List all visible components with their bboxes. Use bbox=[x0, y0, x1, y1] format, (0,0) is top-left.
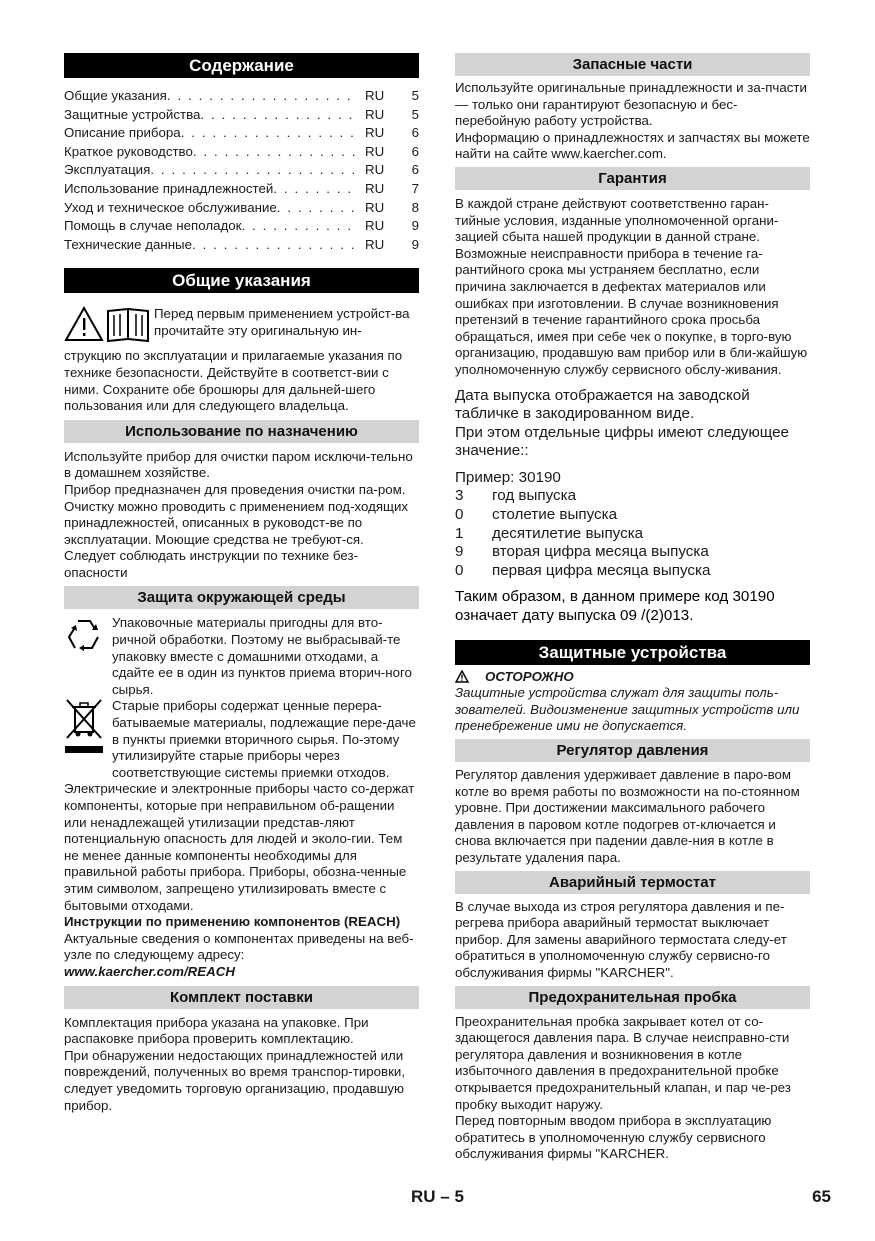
general-intro-part1: Перед первым применением устройст-ва прочитайте эту оригинальную ин- bbox=[154, 306, 410, 338]
toc-title: Описание прибора bbox=[64, 125, 181, 141]
legend-digit: 1 bbox=[455, 524, 464, 542]
toc-title: Использование принадлежностей bbox=[64, 180, 274, 196]
footer-section-label: RU – 5 bbox=[411, 1187, 464, 1206]
toc-lang: RU bbox=[365, 180, 385, 196]
toc-title: Уход и техническое обслуживание bbox=[64, 199, 277, 215]
right-column bbox=[455, 53, 810, 1163]
warning-manual-icon bbox=[64, 305, 150, 343]
reach-text: Актуальные сведения о компонентах приведены на веб-узле по следующему адресу: bbox=[64, 930, 414, 963]
toc-page: 6 bbox=[411, 125, 419, 141]
legend-row bbox=[455, 543, 810, 562]
example-label: Пример: 30190 bbox=[455, 468, 561, 486]
legend-meaning: столетие выпуска bbox=[492, 506, 618, 524]
legend-meaning: год выпуска bbox=[492, 487, 577, 505]
safety-plug-heading: Предохранительная пробка bbox=[455, 986, 810, 1009]
warranty-heading: Гарантия bbox=[455, 167, 810, 190]
delivery-heading: Комплект поставки bbox=[64, 986, 419, 1009]
safety-heading: Защитные устройства bbox=[455, 640, 810, 665]
caution-label: ОСТОРОЖНО bbox=[485, 668, 574, 684]
toc-page: 9 bbox=[411, 236, 419, 252]
intended-use-p1: Используйте прибор для очистки паром исключи-тельно в домашнем хозяйстве. bbox=[64, 448, 413, 481]
contents-heading: Содержание bbox=[64, 53, 419, 78]
legend-row bbox=[455, 562, 810, 581]
general-heading: Общие указания bbox=[64, 268, 419, 293]
caution-text: Защитные устройства служат для защиты поль-зователей. Видоизменение защитных устройств или пренебрежение ими не допускается. bbox=[455, 685, 800, 734]
toc-title: Защитные устройства bbox=[64, 106, 201, 122]
thermostat-heading: Аварийный термостат bbox=[455, 871, 810, 894]
toc-lang: RU bbox=[365, 143, 385, 159]
reach-link[interactable]: www.kaercher.com/REACH bbox=[64, 963, 235, 979]
delivery-p2: При обнаружении недостающих принадлежностей или повреждений, полученных во время транспор-тировки, следует уведомить торговую организацию, продавшую прибор. bbox=[64, 1047, 406, 1113]
electric-paragraph: Электрические и электронные приборы часто со-держат компоненты, которые при неправильном об-ращении или ненадлежащей утилизации представ-ляют потенциальную опасность для людей и эколо-гии. Тем не менее данные компоненты необходимы для правильной работы прибора. Приборы, обозна-ченные этим символом, запрещено утилизировать вместе с бытовыми отходами. bbox=[64, 781, 415, 913]
toc-title: Общие указания bbox=[64, 88, 167, 103]
toc-page: 9 bbox=[411, 218, 419, 234]
toc-lang: RU bbox=[365, 236, 385, 252]
recycle-text: Упаковочные материалы пригодны для вто-ричной обработки. Поэтому не выбрасывай-те упаковку вместе с домашними отходами, а сдайте ее в один из пунктов приема вторич-ного сырья. bbox=[112, 615, 412, 697]
toc-lang: RU bbox=[365, 162, 385, 178]
legend-meaning: десятилетие выпуска bbox=[492, 524, 644, 542]
caution-icon bbox=[455, 670, 469, 683]
recycle-icon bbox=[64, 615, 104, 655]
toc-page: 6 bbox=[411, 143, 419, 159]
toc-title: Технические данные bbox=[64, 236, 192, 252]
general-intro-part2: струкцию по эксплуатации и прилагаемые указания по технике безопасности. Действуйте в соответст-вии с ними. Сохраните обе брошюры для дальней-шего пользования или для следующего владельца. bbox=[64, 348, 403, 414]
legend-meaning: вторая цифра месяца выпуска bbox=[492, 543, 709, 561]
toc-row[interactable] bbox=[64, 143, 419, 162]
toc-title: Эксплуатация bbox=[64, 162, 151, 178]
legend-digit: 0 bbox=[455, 561, 464, 579]
legend-digit: 0 bbox=[455, 506, 464, 524]
toc-page: 6 bbox=[411, 162, 419, 178]
legend-meaning: первая цифра месяца выпуска bbox=[492, 561, 711, 579]
weee-text: Старые приборы содержат ценные перера-батываемые материалы, подлежащие пере-даче в пункты приемки вторичного сырья. По-этому утилизируйте старые приборы через соответствующие системы приемки отходов. bbox=[112, 698, 416, 780]
legend-digit: 3 bbox=[455, 487, 464, 505]
date-p1: Дата выпуска отображается на заводской табличке в закодированном виде. bbox=[455, 386, 750, 423]
toc-row[interactable] bbox=[64, 217, 419, 236]
toc-lang: RU bbox=[365, 199, 385, 215]
toc-page: 7 bbox=[411, 180, 419, 196]
toc-row[interactable] bbox=[64, 236, 419, 255]
safety-plug-p1: Преохранительная пробка закрывает котел от со-здающегося давления пара. В случае неисправно-сти регулятора давления и возникновения в котле избыточного давления в предохранительной пробке открывается предохранительный клапан, и пар че-рез пробку выходит наружу. bbox=[455, 1013, 791, 1112]
intended-use-p2: Прибор предназначен для проведения очистки па-ром. Очистку можно проводить с применением под-ходящих принадлежностей, описанных в руководст-ве по эксплуатации. Моющие средства не требуют-ся. Следует соблюдать инструкции по технике без-опасности bbox=[64, 481, 409, 580]
general-intro bbox=[64, 305, 419, 414]
date-code-legend bbox=[455, 487, 810, 580]
table-of-contents bbox=[64, 87, 419, 254]
pressure-regulator-text: Регулятор давления удерживает давление в паро-вом котле во время работы по возможности на по-стоянном уровне. При достижении максимального рабочего давления в паровом котле подогрев от-ключается и снова включается при падении давле-ния в котле в результате удаления пара. bbox=[455, 767, 800, 865]
toc-row[interactable] bbox=[64, 199, 419, 218]
pressure-regulator-heading: Регулятор давления bbox=[455, 739, 810, 762]
toc-row[interactable] bbox=[64, 180, 419, 199]
toc-row[interactable] bbox=[64, 106, 419, 125]
legend-row bbox=[455, 487, 810, 506]
toc-title: Помощь в случае неполадок bbox=[64, 218, 242, 234]
toc-row[interactable] bbox=[64, 124, 419, 143]
legend-digit: 9 bbox=[455, 543, 464, 561]
legend-row bbox=[455, 506, 810, 525]
spare-parts-heading: Запасные части bbox=[455, 53, 810, 76]
environment-heading: Защита окружающей среды bbox=[64, 586, 419, 609]
date-p2: При этом отдельные цифры имеют следующее значение:: bbox=[455, 423, 789, 460]
toc-lang: RU bbox=[365, 218, 385, 234]
toc-lang: RU bbox=[365, 88, 385, 103]
toc-lang: RU bbox=[365, 125, 385, 141]
toc-title: Краткое руководство bbox=[64, 143, 193, 159]
toc-page: 5 bbox=[411, 88, 419, 103]
left-column bbox=[64, 53, 419, 1114]
date-conclusion: Таким образом, в данном примере код 30190 означает дату выпуска 09 /(2)013. bbox=[455, 588, 775, 625]
spare-parts-p1: Используйте оригинальные принадлежности и за-пчасти — только они гарантируют безопасную и бес-перебойную работу устройства. bbox=[455, 80, 807, 129]
toc-page: 8 bbox=[411, 199, 419, 215]
intended-use-heading: Использование по назначению bbox=[64, 420, 419, 443]
delivery-p1: Комплектация прибора указана на упаковке. При распаковке прибора проверить комплектацию. bbox=[64, 1014, 369, 1047]
crossed-bin-icon bbox=[64, 698, 104, 758]
legend-row bbox=[455, 525, 810, 544]
toc-lang: RU bbox=[365, 106, 385, 122]
toc-row[interactable] bbox=[64, 87, 419, 106]
safety-plug-p2: Перед повторным вводом прибора в эксплуатацию обратитесь в уполномоченную службу сервисного обслуживания фирмы "KARCHER. bbox=[455, 1113, 772, 1162]
spare-parts-p2: Информацию о принадлежностях и запчастях вы можете найти на сайте www.kaercher.com. bbox=[455, 129, 810, 162]
toc-row[interactable] bbox=[64, 161, 419, 180]
reach-heading: Инструкции по применению компонентов (REACH) bbox=[64, 914, 401, 930]
thermostat-text: В случае выхода из строя регулятора давления и пе-регрева прибора аварийный термостат выключает прибор. Для замены аварийного термостата следу-ет обратиться в уполномоченную службу сервисно-го обслуживания фирмы "KARCHER". bbox=[455, 898, 787, 980]
caution-line bbox=[455, 669, 810, 686]
toc-page: 5 bbox=[411, 106, 419, 122]
page-number: 65 bbox=[812, 1187, 831, 1206]
warranty-p1: В каждой стране действуют соответственно гаран-тийные условия, изданные уполномоченной органи-зацией сбыта нашей продукции в данной стране. Возможные неисправности прибора в течение га-рантийного срока мы устраняем бесплатно, если причина заключается в дефектах материалов или ошибках при изготовлении. В случае возникновения претензий в течение гарантийного срока просьба обращаться, имея при себе чек о покупке, в торго-вую организацию, продавшую вам прибор или в бли-жайшую уполномоченную службу сервисного обслу-живания. bbox=[455, 195, 808, 377]
